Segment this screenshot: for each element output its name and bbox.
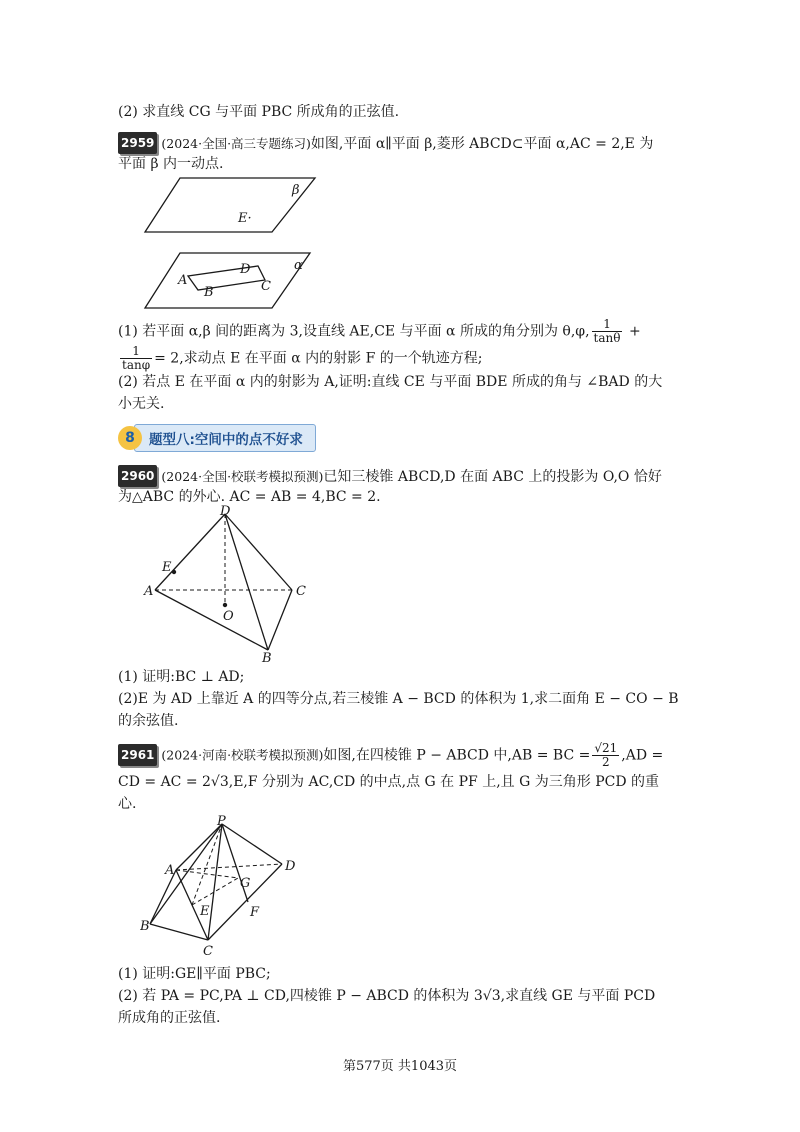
- label-B: B: [140, 919, 150, 934]
- label-F: F: [250, 905, 260, 920]
- problem-2961-q2-line2: 所成角的正弦值.: [118, 1010, 221, 1026]
- problem-number-2959: 2959: [118, 132, 157, 154]
- label-O: O: [223, 609, 234, 624]
- rhombus-ABCD: [188, 266, 265, 290]
- label-D: D: [240, 262, 251, 277]
- section-title: 题型八:空间中的点不好求: [134, 424, 316, 452]
- label-C: C: [296, 584, 306, 599]
- problem-source: (2024·河南·校联考模拟预测): [161, 747, 324, 763]
- plane-alpha: [145, 253, 310, 308]
- problem-2959-q1-line1: (1) 若平面 α,β 间的距离为 3,设直线 AE,CE 与平面 α 所成的角分别为 θ,φ, $\frac{1}{\tan\theta}$ +: [118, 317, 641, 345]
- label-E: E: [162, 560, 172, 575]
- label-B: B: [204, 285, 214, 300]
- problem-number-2961: 2961: [118, 744, 157, 766]
- label-E: E·: [238, 211, 252, 226]
- label-D: D: [285, 859, 296, 874]
- label-C: C: [261, 279, 271, 294]
- section-number-badge: 8: [118, 426, 142, 450]
- label-D: D: [220, 504, 231, 519]
- problem-2960-q2-line1: (2)E 为 AD 上靠近 A 的四等分点,若三棱锥 A − BCD 的体积为 1,求二面角 E − CO − B: [118, 691, 679, 707]
- problem-2959-q1-line2: $\frac{1}{\tan\varphi}$ = 2,求动点 E 在平面 α 内的射影 F 的一个轨迹方程;: [122, 344, 483, 372]
- problem-2959-q2-line2: 小无关.: [118, 396, 165, 412]
- problem-2959-line1: [118, 132, 653, 154]
- prev-question-part2: (2) 求直线 CG 与平面 PBC 所成角的正弦值.: [118, 104, 400, 120]
- label-G: G: [240, 876, 251, 891]
- problem-2959-q2-line1: (2) 若点 E 在平面 α 内的射影为 A,证明:直线 CE 与平面 BDE 所成的角与 ∠BAD 的大: [118, 374, 663, 390]
- label-A: A: [165, 863, 175, 878]
- fraction-1-over-tan-theta: $\frac{1}{\tan\theta}$: [593, 317, 621, 345]
- problem-2960-line2: 为△ABC 的外心. AC = AB = 4,BC = 2.: [118, 489, 381, 505]
- problem-2959-line2: 平面 β 内一动点.: [118, 156, 224, 172]
- label-P: P: [217, 814, 226, 829]
- page-footer: 第577页 共1043页: [342, 1059, 458, 1074]
- problem-source: (2024·全国·校联考模拟预测): [161, 469, 324, 484]
- problem-2961-line2: CD = AC = 2√3,E,F 分别为 AC,CD 的中点,点 G 在 PF 上,且 G 为三角形 PCD 的重: [118, 774, 660, 790]
- label-A: A: [144, 584, 154, 599]
- label-E: E: [200, 904, 210, 919]
- label-alpha: α: [294, 258, 303, 273]
- problem-2960-line1: [118, 465, 662, 487]
- problem-text: 已知三棱锥 ABCD,D 在面 ABC 上的投影为 O,O 恰好: [323, 469, 662, 485]
- problem-2961-q2-line1: (2) 若 PA = PC,PA ⊥ CD,四棱锥 P − ABCD 的体积为 3√3,求直线 GE 与平面 PCD: [118, 988, 656, 1004]
- section-header: [118, 425, 316, 451]
- problem-2960-q1: (1) 证明:BC ⊥ AD;: [118, 669, 245, 685]
- label-beta: β: [292, 183, 300, 198]
- plane-beta: [145, 178, 315, 232]
- problem-2961-line3: 心.: [118, 796, 137, 812]
- fraction-1-over-tan-phi: $\frac{1}{\tan\varphi}$: [122, 344, 151, 372]
- problem-number-2960: 2960: [118, 465, 157, 487]
- fraction-sqrt21-over-2: $\frac{√21}{2}$: [594, 741, 618, 769]
- problem-source: (2024·全国·高三专题练习): [161, 136, 311, 151]
- problem-2961-line1: 2961 (2024·河南·校联考模拟预测)如图,在四棱锥 P − ABCD 中,AB = BC = $\frac{√21}{2}$ ,AD =: [118, 742, 663, 769]
- label-B: B: [262, 651, 272, 664]
- problem-text: 如图,平面 α∥平面 β,菱形 ABCD⊂平面 α,AC = 2,E 为: [310, 136, 654, 152]
- figure-2960-tetrahedron: [140, 502, 320, 664]
- label-C: C: [203, 944, 213, 959]
- figure-2959-parallel-planes: [140, 170, 340, 315]
- problem-2961-q1: (1) 证明:GE∥平面 PBC;: [118, 966, 271, 982]
- figure-2961-pyramid: [140, 812, 300, 960]
- label-A: A: [178, 273, 188, 288]
- problem-2960-q2-line2: 的余弦值.: [118, 713, 179, 729]
